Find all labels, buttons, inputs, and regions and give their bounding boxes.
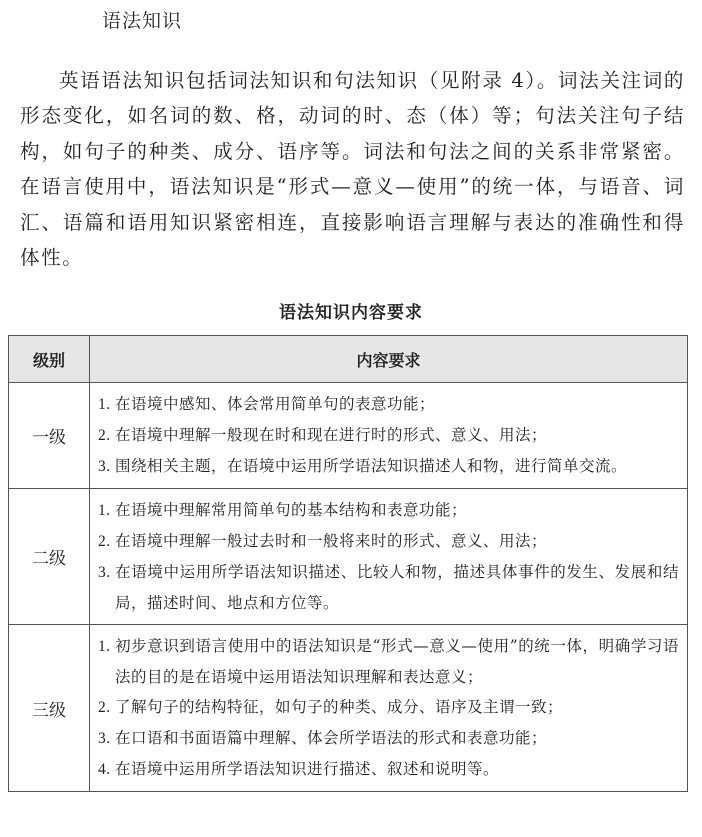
intro-paragraph: 英语语法知识包括词法知识和句法知识（见附录 4）。词法关注词的形态变化，如名词的数、格，动词的时、态（体）等；句法关注句子结构，如句子的种类、成分、语序等。词法和句法之间的关系非常紧密。在语言使用中，语法知识是“形式—意义—使用”的统一体，与语音、词汇、语篇和语用知识紧密相连，直接影响语言理解与表达的准确性和得体性。 bbox=[20, 68, 685, 269]
item-text: 在语境中运用所学语法知识进行描述、叙述和说明等。 bbox=[115, 760, 500, 778]
level-label: 一级 bbox=[9, 383, 90, 489]
requirement-item bbox=[98, 451, 679, 482]
header-content: 内容要求 bbox=[90, 336, 688, 383]
level-label: 三级 bbox=[9, 625, 90, 792]
content-cell bbox=[90, 625, 688, 792]
requirement-item bbox=[98, 723, 679, 754]
item-text: 了解句子的结构特征，如句子的种类、成分、语序及主谓一致； bbox=[115, 698, 564, 716]
content-cell bbox=[90, 383, 688, 489]
requirement-item bbox=[98, 754, 679, 785]
section-heading: 语法知识 bbox=[102, 10, 183, 32]
requirement-item bbox=[98, 495, 679, 526]
item-text: 在语境中理解一般现在时和现在进行时的形式、意义、用法； bbox=[115, 426, 548, 444]
item-text: 在语境中理解一般过去时和一般将来时的形式、意义、用法； bbox=[115, 532, 548, 550]
requirement-item bbox=[98, 631, 679, 692]
item-number: 3. bbox=[98, 730, 111, 747]
level-label: 二级 bbox=[9, 489, 90, 625]
requirement-item bbox=[98, 692, 679, 723]
item-text: 在语境中理解常用简单句的基本结构和表意功能； bbox=[115, 501, 468, 519]
item-text: 在语境中运用所学语法知识描述、比较人和物，描述具体事件的发生、发展和结局，描述时间、地点和方位等。 bbox=[115, 563, 679, 612]
table-row-level-1 bbox=[9, 383, 688, 489]
item-number: 2. bbox=[98, 699, 111, 716]
requirement-item bbox=[98, 557, 679, 618]
content-cell bbox=[90, 489, 688, 625]
grammar-requirements-table bbox=[8, 335, 688, 792]
item-number: 1. bbox=[98, 396, 111, 413]
item-number: 3. bbox=[98, 564, 111, 581]
requirement-item bbox=[98, 389, 679, 420]
item-number: 1. bbox=[98, 502, 111, 519]
item-number: 2. bbox=[98, 533, 111, 550]
table-row-level-2 bbox=[9, 489, 688, 625]
item-number: 1. bbox=[98, 638, 111, 655]
item-number: 4. bbox=[98, 761, 111, 778]
requirement-item bbox=[98, 526, 679, 557]
table-header-row bbox=[9, 336, 688, 383]
table-row-level-3 bbox=[9, 625, 688, 792]
item-number: 2. bbox=[98, 427, 111, 444]
item-number: 3. bbox=[98, 458, 111, 475]
item-text: 在语境中感知、体会常用简单句的表意功能； bbox=[115, 395, 436, 413]
item-text: 围绕相关主题，在语境中运用所学语法知识描述人和物，进行简单交流。 bbox=[115, 457, 628, 475]
table-title: 语法知识内容要求 bbox=[279, 303, 423, 323]
requirement-item bbox=[98, 420, 679, 451]
item-text: 在口语和书面语篇中理解、体会所学语法的形式和表意功能； bbox=[115, 729, 548, 747]
item-text: 初步意识到语言使用中的语法知识是“形式—意义—使用”的统一体，明确学习语法的目的是在语境中运用语法知识理解和表达意义； bbox=[115, 637, 679, 686]
header-level: 级别 bbox=[9, 336, 90, 383]
